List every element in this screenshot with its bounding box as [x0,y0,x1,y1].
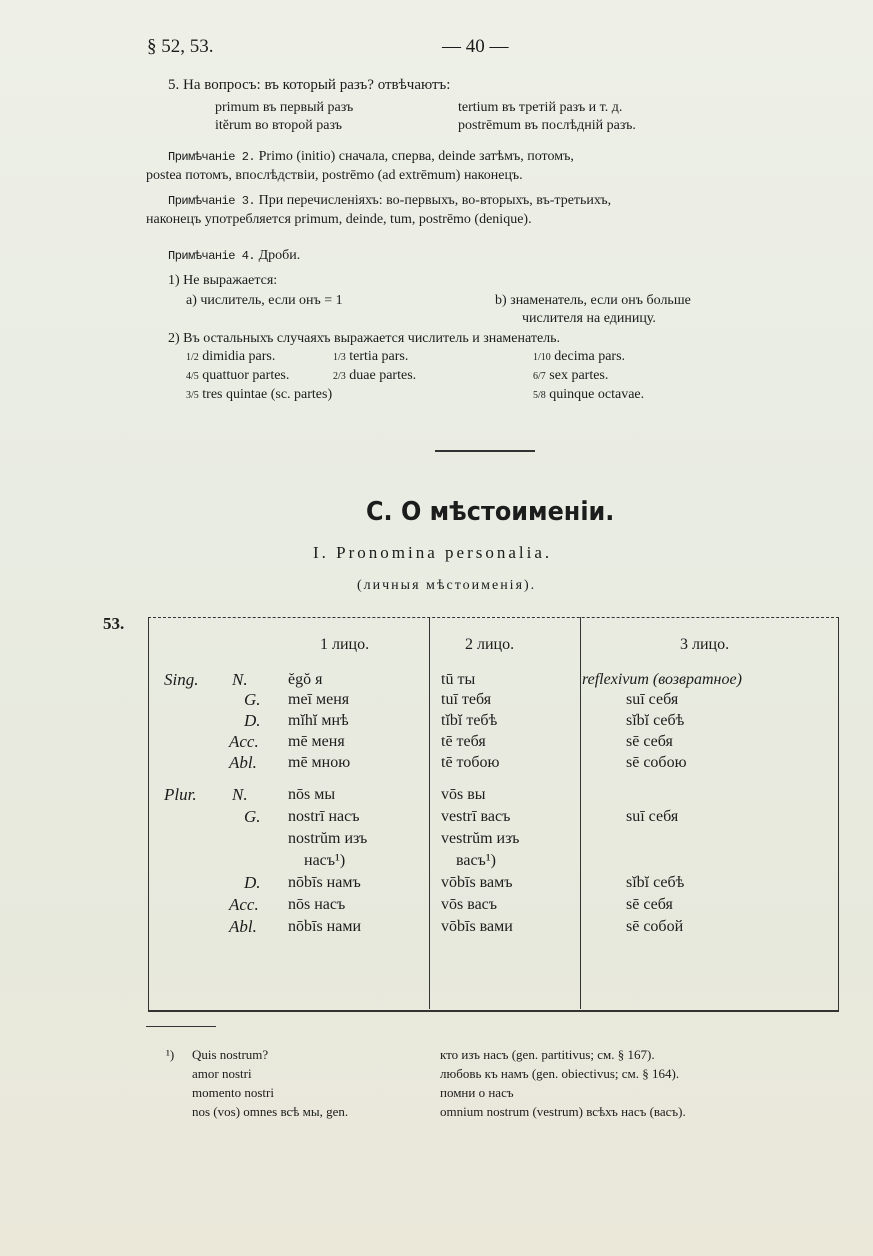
section-title: C. О мѣстоименіи. [366,497,615,527]
fraction-item: 1/2 dimidia pars. [186,349,276,364]
table-cell: sē собою [626,754,687,771]
header-person-1: 1 лицо. [320,636,370,653]
note4-label: Примѣчаніе 4. [168,249,256,263]
table-cell: vōs васъ [441,896,498,913]
section-subtitle-ru: (личныя мѣстоименія). [357,578,537,593]
footnote-left: momento nostri [192,1085,274,1100]
footnote-marker: ¹) [166,1047,175,1062]
table-cell: nōbīs намъ [288,874,361,891]
fraction-item: 1/3 tertia pars. [333,349,409,364]
table-cell: ĕgŏ я [288,671,323,688]
column-divider [429,617,430,1009]
case-label: D. [244,711,261,730]
note3-line1 [168,192,611,210]
table-cell: suī себя [626,808,679,825]
column-divider [580,617,581,1009]
fraction-item: 6/7 sex partes. [533,368,609,383]
note2-line2: postea потомъ, впослѣдствіи, postrēmo (ad extrēmum) наконецъ. [146,168,523,183]
table-cell: mē мною [288,754,351,771]
table-cell: sĭbĭ себѣ [626,712,685,729]
footnote-right: помни о насъ [440,1085,514,1100]
item5-right-2: postrēmum въ послѣдній разъ. [458,118,636,133]
note3-label: Примѣчаніе 3. [168,194,256,208]
table-cell: васъ¹) [456,852,496,869]
fraction-item: 5/8 quinque octavae. [533,387,645,402]
section-reference: § 52, 53. [147,36,214,57]
table-cell: tuī тебя [441,691,492,708]
table-cell: tē тебя [441,733,486,750]
paragraph-number: 53. [103,614,125,633]
note4-p1b-1: b) знаменатель, если онъ больше [495,293,691,308]
note2-text: Primo (initio) сначала, сперва, deinde затѣмъ, потомъ, [258,149,574,164]
fraction-value: 3/5 [186,390,199,401]
table-cell: vōs вы [441,786,486,803]
page-number: — 40 — [442,36,509,57]
fraction-value: 1/2 [186,352,199,363]
table-cell: sĭbĭ себѣ [626,874,685,891]
section-subtitle: I. Pronomina personalia. [313,543,553,562]
fraction-item: 2/3 duae partes. [333,368,417,383]
note3-text: При перечисленіяхъ: во-первыхъ, во-вторыхъ, въ-третьихъ, [258,193,612,208]
section-separator [435,450,535,452]
note2-label: Примѣчаніе 2. [168,150,256,164]
item5-question: 5. На вопросъ: въ который разъ? отвѣчаютъ: [168,77,451,93]
footnote-left: nos (vos) omnes всѣ мы, gen. [192,1104,349,1119]
case-label: Abl. [229,753,257,772]
fraction-item: 3/5 tres quintae (sc. partes) [186,387,333,402]
footnote-right: кто изъ насъ (gen. partitivus; см. § 167). [440,1047,655,1062]
case-label: Acc. [229,895,259,914]
note4-p2: 2) Въ остальныхъ случаяхъ выражается числитель и знаменатель. [168,331,561,346]
table-cell: reflexivum (возвратное) [582,671,742,688]
case-label: N. [232,670,248,689]
table-cell: tē тобою [441,754,500,771]
table-cell: vestrŭm изъ [441,830,520,847]
item5-right-1: tertium въ третій разъ и т. д. [458,100,623,115]
table-cell: nōs насъ [288,896,346,913]
table-cell: nōbīs нами [288,918,362,935]
table-cell: nostrŭm изъ [288,830,368,847]
fraction-value: 6/7 [533,371,546,382]
footnote-left: Quis nostrum? [192,1047,269,1062]
fraction-value: 4/5 [186,371,199,382]
table-cell: meī меня [288,691,350,708]
table-cell: sē себя [626,896,673,913]
fraction-item: 1/10 decima pars. [533,349,626,364]
footnote-left: amor nostri [192,1066,252,1081]
fraction-value: 5/8 [533,390,546,401]
table-cell: suī себя [626,691,679,708]
note4-p1: 1) Не выражается: [168,273,278,288]
note4-heading [168,247,300,265]
item5-left-1: primum въ первый разъ [215,100,354,115]
table-cell: tĭbĭ тебѣ [441,712,498,729]
note3-line2: наконецъ употребляется primum, deinde, tum, postrēmo (denique). [146,212,532,227]
fraction-item: 4/5 quattuor partes. [186,368,290,383]
number-label-singular: Sing. [164,670,199,689]
table-cell: vōbīs вами [441,918,513,935]
table-cell: vestrī васъ [441,808,511,825]
fraction-value: 2/3 [333,371,346,382]
note2-line1 [168,148,574,166]
note4-p1a: a) числитель, если онъ = 1 [186,293,343,308]
note4-title: Дроби. [258,248,301,263]
table-cell: насъ¹) [304,852,346,869]
case-label: Abl. [229,917,257,936]
table-cell: sē собой [626,918,684,935]
case-label: N. [232,785,248,804]
number-label-plural: Plur. [164,785,197,804]
header-person-3: 3 лицо. [680,636,730,653]
header-person-2: 2 лицо. [465,636,515,653]
case-label: G. [244,807,261,826]
footnote-separator [146,1026,216,1027]
footnote-right: любовь къ намъ (gen. obiectivus; см. § 164). [440,1066,680,1081]
case-label: Acc. [229,732,259,751]
table-cell: mē меня [288,733,345,750]
item5-left-2: itĕrum во второй разъ [215,118,342,133]
footnote-right: omnium nostrum (vestrum) всѣхъ насъ (васъ). [440,1104,686,1119]
fraction-value: 1/10 [533,352,551,363]
table-cell: nōs мы [288,786,336,803]
note4-p1b-2: числителя на единицу. [522,311,656,326]
case-label: D. [244,873,261,892]
table-cell: tū ты [441,671,476,688]
fraction-value: 1/3 [333,352,346,363]
table-cell: sē себя [626,733,673,750]
table-cell: nostrī насъ [288,808,360,825]
table-cell: vōbīs вамъ [441,874,513,891]
table-cell: mĭhĭ мнѣ [288,712,349,729]
case-label: G. [244,690,261,709]
